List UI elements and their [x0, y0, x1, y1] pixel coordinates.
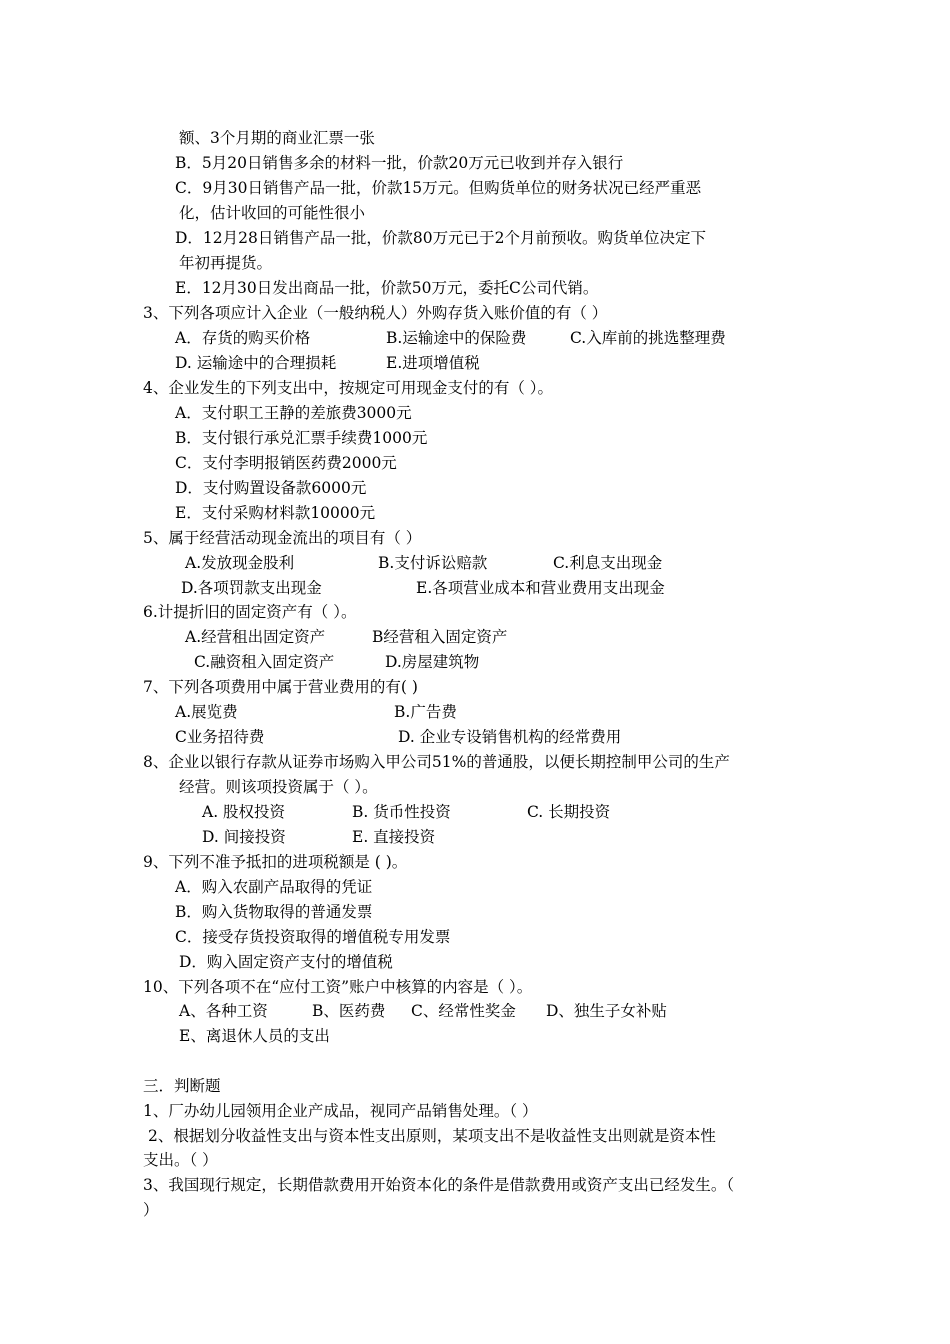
question-6: 6.计提折旧的固定资产有（ ）。	[143, 603, 357, 621]
question-8: 8、企业以银行存款从证券市场购入甲公司51%的普通股，以便长期控制甲公司的生产	[143, 753, 730, 771]
option-c: C.入库前的挑选整理费	[570, 329, 726, 347]
option-b: B.运输途中的保险费	[386, 329, 527, 347]
option-d: D. 间接投资	[202, 828, 286, 846]
option-e: E.各项营业成本和营业费用支出现金	[416, 579, 665, 597]
option-a: A．存货的购买价格	[175, 329, 311, 347]
option-b: B.支付诉讼赔款	[378, 554, 488, 572]
option-b: B经营租入固定资产	[372, 628, 508, 646]
judgment-1: 1、厂办幼儿园领用企业产成品，视同产品销售处理。（ ）	[143, 1102, 538, 1120]
option-e: E. 直接投资	[352, 828, 436, 846]
option-d: D. 运输途中的合理损耗	[175, 354, 337, 372]
option-a: A. 股权投资	[202, 803, 286, 821]
text-line: 年初再提货。	[179, 254, 273, 272]
option-c: C. 长期投资	[527, 803, 611, 821]
option-b: B.广告费	[394, 703, 457, 721]
option-d: D．支付购置设备款6000元	[175, 479, 367, 497]
question-4: 4、企业发生的下列支出中，按规定可用现金支付的有（ ）。	[143, 379, 554, 397]
option-b: B．购入货物取得的普通发票	[175, 903, 373, 921]
option-e: E．支付采购材料款10000元	[175, 504, 376, 522]
text-line: B．5月20日销售多余的材料一批，价款20万元已收到并存入银行	[175, 154, 624, 172]
option-d: D、独生子女补贴	[546, 1002, 667, 1020]
text-line: ）	[143, 1201, 159, 1219]
option-a: A.展览费	[175, 703, 238, 721]
option-d: D. 企业专设销售机构的经常费用	[398, 728, 622, 746]
option-a: A．支付职工王静的差旅费3000元	[175, 404, 412, 422]
text-line: E．12月30日发出商品一批，价款50万元，委托C公司代销。	[175, 279, 599, 297]
text-line: 额、3个月期的商业汇票一张	[179, 129, 375, 147]
option-a: A．购入农副产品取得的凭证	[175, 878, 373, 896]
question-5: 5、属于经营活动现金流出的项目有（ ）	[143, 529, 422, 547]
option-d: D.各项罚款支出现金	[181, 579, 322, 597]
judgment-2: 2、根据划分收益性支出与资本性支出原则，某项支出不是收益性支出则就是资本性	[148, 1127, 716, 1145]
question-3: 3、下列各项应计入企业（一般纳税人）外购存货入账价值的有（ ）	[143, 304, 608, 322]
option-c: C业务招待费	[175, 728, 265, 746]
option-a: A、各种工资	[179, 1002, 268, 1020]
option-e: E.进项增值税	[386, 354, 480, 372]
option-c: C.利息支出现金	[553, 554, 663, 572]
question-10: 10、下列各项不在“应付工资”账户中核算的内容是（ ）。	[143, 978, 533, 996]
option-c: C.融资租入固定资产	[194, 653, 335, 671]
text-line: 化，估计收回的可能性很小	[179, 204, 366, 222]
text-line: 支出。（ ）	[143, 1151, 218, 1169]
question-7: 7、下列各项费用中属于营业费用的有( )	[143, 678, 418, 696]
text-line: C．9月30日销售产品一批，价款15万元。但购货单位的财务状况已经严重恶	[175, 179, 702, 197]
option-a: A.经营租出固定资产	[185, 628, 326, 646]
option-c: C．支付李明报销医药费2000元	[175, 454, 397, 472]
text-line: 经营。则该项投资属于（ ）。	[179, 778, 378, 796]
option-a: A.发放现金股利	[185, 554, 295, 572]
option-b: B．支付银行承兑汇票手续费1000元	[175, 429, 428, 447]
option-d: D．购入固定资产支付的增值税	[179, 953, 393, 971]
option-c: C、经常性奖金	[411, 1002, 516, 1020]
option-b: B、医药费	[312, 1002, 386, 1020]
question-9: 9、下列不准予抵扣的进项税额是 ( )。	[143, 853, 408, 871]
option-e: E、离退休人员的支出	[179, 1027, 330, 1045]
option-b: B. 货币性投资	[352, 803, 451, 821]
text-line: D．12月28日销售产品一批，价款80万元已于2个月前预收。购货单位决定下	[175, 229, 706, 247]
option-d: D.房屋建筑物	[385, 653, 480, 671]
option-c: C．接受存货投资取得的增值税专用发票	[175, 928, 451, 946]
section-heading: 三．判断题	[143, 1077, 221, 1095]
judgment-3: 3、我国现行规定，长期借款费用开始资本化的条件是借款费用或资产支出已经发生。（	[143, 1176, 735, 1194]
